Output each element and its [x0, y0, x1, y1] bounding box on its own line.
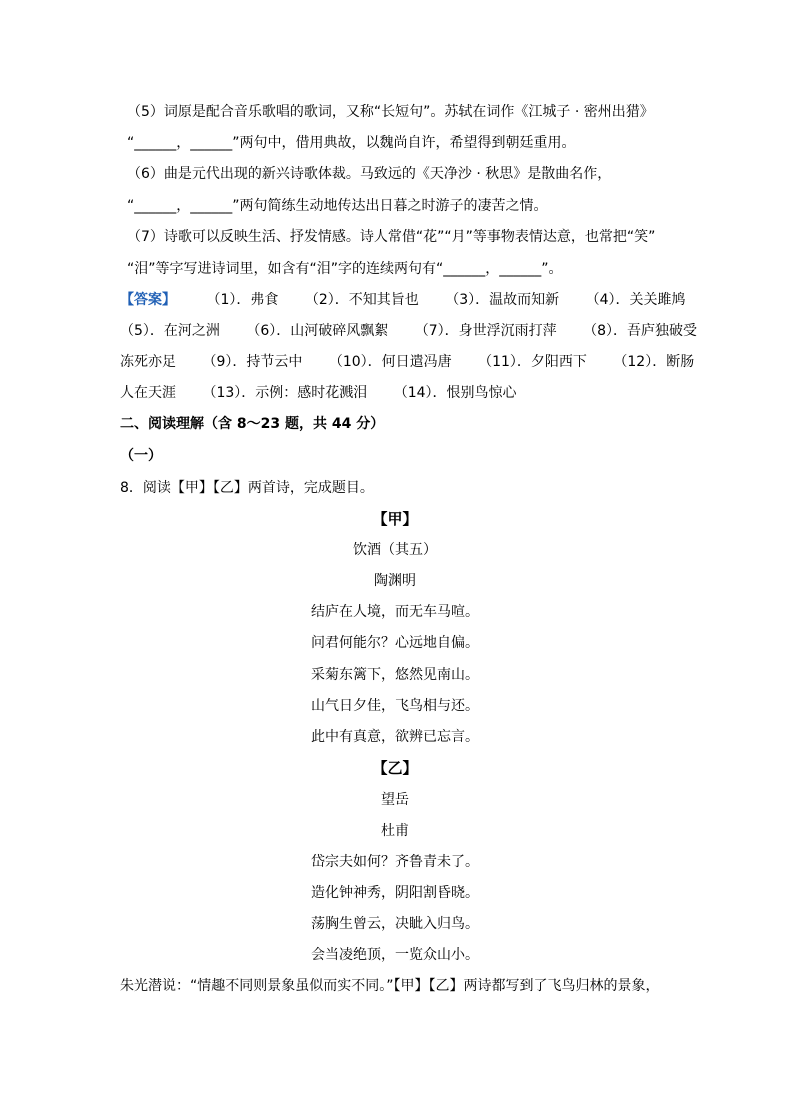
answer-item: （6）．山河破碎风飘絮	[246, 323, 389, 339]
q5-line2: “______，______”两句中，借用典故，以魏尚自许，希望得到朝廷重用。	[127, 135, 576, 151]
answer-row-1	[120, 290, 686, 310]
answer-label: 【答案】	[120, 292, 176, 308]
answer-item: （8）．吾庐独破受	[583, 323, 698, 339]
poem-line: 造化钟神秀，阴阳割昏晓。	[311, 885, 479, 901]
answer-item: （9）．持节云中	[202, 354, 303, 370]
answer-item: （5）．在河之洲	[120, 323, 220, 339]
poem-yi-author: 杜甫	[381, 823, 409, 839]
answer-item: （13）．示例：感时花溅泪	[202, 385, 368, 401]
answer-item: 冻死亦足	[120, 354, 176, 370]
poem-jia-author: 陶渊明	[374, 573, 416, 589]
answer-row-3	[120, 352, 694, 372]
answer-item: 人在天涯	[120, 385, 176, 401]
q7-line1: （7）诗歌可以反映生活、抒发情感。诗人常借“花”“月”等事物表情达意，也常把“笑”	[127, 229, 656, 245]
question-8: 8．阅读【甲】【乙】两首诗，完成题目。	[120, 480, 374, 496]
answer-item: （7）．身世浮沉雨打萍	[414, 323, 557, 339]
answer-item: （1）．弗食	[206, 292, 279, 308]
q7-line2: “泪”等字写进诗词里，如含有“泪”字的连续两句有“______，______”。	[127, 261, 563, 277]
answer-item: （12）．断肠	[613, 354, 695, 370]
poem-line: 采菊东篱下，悠然见南山。	[311, 667, 479, 683]
poem-line: 会当凌绝顶，一览众山小。	[311, 947, 479, 963]
answer-item: （11）．夕阳西下	[478, 354, 587, 370]
footer-line: 朱光潜说：“情趣不同则景象虽似而实不同。”【甲】【乙】两诗都写到了飞鸟归林的景象，	[120, 978, 660, 994]
poem-line: 山气日夕佳，飞鸟相与还。	[311, 698, 479, 714]
q5-line1: （5）词原是配合音乐歌唱的歌词，又称“长短句”。苏轼在词作《江城子 · 密州出猎》	[127, 104, 654, 120]
answer-item: （10）．何日遣冯唐	[328, 354, 452, 370]
poem-line: 岱宗夫如何？齐鲁青未了。	[311, 854, 479, 870]
poem-line: 结庐在人境，而无车马喧。	[311, 604, 479, 620]
answer-item: （2）．不知其旨也	[304, 292, 419, 308]
answer-row-4	[120, 383, 517, 403]
q6-line1: （6）曲是元代出现的新兴诗歌体裁。马致远的《天净沙 · 秋思》是散曲名作，	[127, 166, 612, 182]
poem-line: 荡胸生曾云，决眦入归鸟。	[311, 916, 479, 932]
answer-item: （3）．温故而知新	[445, 292, 560, 308]
poem-yi-label: 【乙】	[372, 759, 418, 777]
poem-jia-label: 【甲】	[372, 510, 418, 528]
section-sub: （一）	[120, 448, 162, 464]
q6-line2: “______，______”两句简练生动地传达出日暮之时游子的凄苦之情。	[127, 198, 548, 214]
poem-line: 此中有真意，欲辨已忘言。	[311, 729, 479, 745]
poem-yi-title: 望岳	[381, 792, 409, 808]
poem-jia-title: 饮酒（其五）	[353, 542, 437, 558]
poem-line: 问君何能尔？心远地自偏。	[311, 635, 479, 651]
answer-row-2	[120, 321, 697, 341]
answer-item: （14）．恨别鸟惊心	[393, 385, 517, 401]
answer-item: （4）．关关雎鸠	[585, 292, 686, 308]
section-heading: 二、阅读理解（含 8～23 题，共 44 分）	[120, 416, 385, 432]
